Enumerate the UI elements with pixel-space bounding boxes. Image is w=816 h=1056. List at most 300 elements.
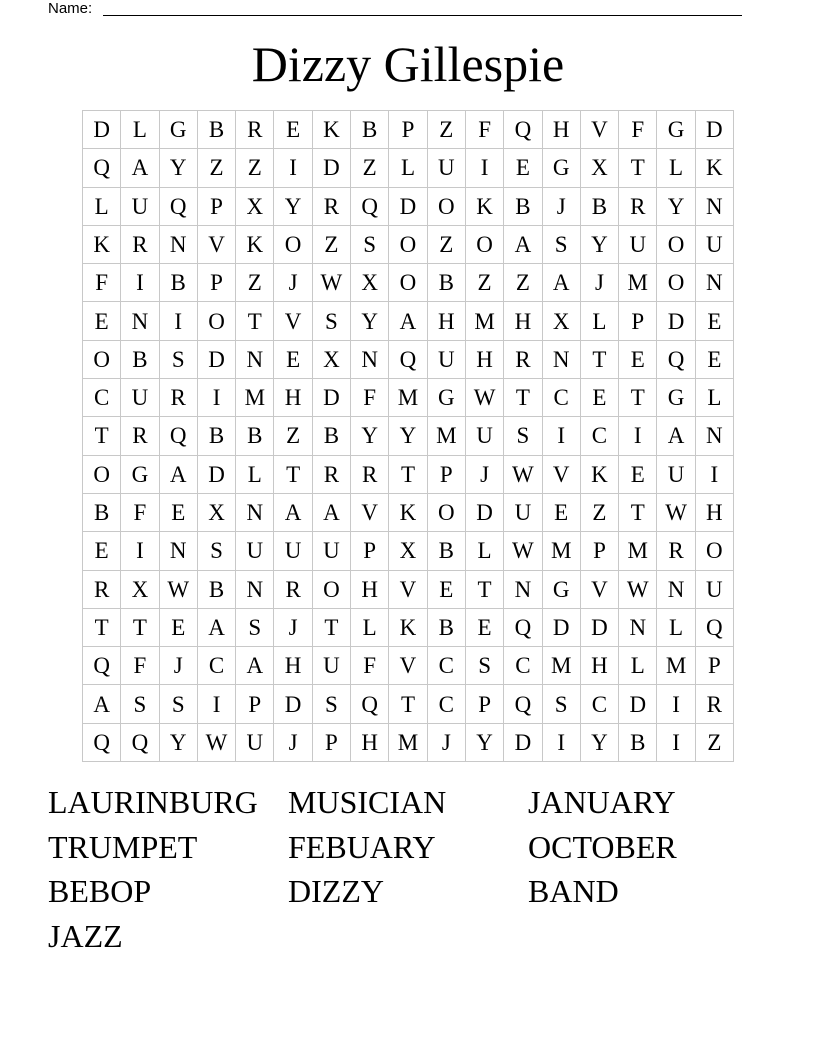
word-list-item: TRUMPET <box>48 828 198 865</box>
grid-cell: X <box>198 494 236 532</box>
grid-cell: Q <box>83 724 121 762</box>
grid-cell: T <box>274 456 312 494</box>
grid-cell: N <box>696 264 734 302</box>
grid-cell: O <box>428 494 466 532</box>
grid-cell: L <box>581 302 619 340</box>
grid-cell: U <box>466 417 504 455</box>
grid-cell: M <box>466 302 504 340</box>
grid-cell: H <box>274 379 312 417</box>
grid-cell: L <box>389 149 427 187</box>
grid-cell: V <box>581 111 619 149</box>
grid-cell: U <box>236 724 274 762</box>
grid-cell: C <box>543 379 581 417</box>
grid-cell: K <box>236 226 274 264</box>
grid-cell: F <box>466 111 504 149</box>
grid-cell: X <box>236 188 274 226</box>
grid-cell: T <box>83 609 121 647</box>
grid-cell: R <box>696 685 734 723</box>
grid-cell: T <box>236 302 274 340</box>
grid-cell: R <box>313 188 351 226</box>
grid-cell: Z <box>236 149 274 187</box>
grid-cell: S <box>543 685 581 723</box>
grid-cell: S <box>198 532 236 570</box>
grid-cell: D <box>657 302 695 340</box>
grid-cell: D <box>543 609 581 647</box>
grid-cell: O <box>657 264 695 302</box>
grid-cell: G <box>657 379 695 417</box>
word-list-item: BEBOP <box>48 873 152 909</box>
grid-cell: P <box>351 532 389 570</box>
grid-cell: Q <box>657 341 695 379</box>
grid-cell: R <box>313 456 351 494</box>
grid-cell: E <box>83 302 121 340</box>
grid-cell: S <box>313 685 351 723</box>
grid-cell: I <box>657 685 695 723</box>
grid-cell: N <box>543 341 581 379</box>
grid-cell: Z <box>581 494 619 532</box>
grid-cell: G <box>543 149 581 187</box>
word-search-grid <box>82 110 734 762</box>
grid-cell: O <box>83 341 121 379</box>
grid-cell: S <box>466 647 504 685</box>
grid-cell: P <box>198 188 236 226</box>
grid-cell: Y <box>351 417 389 455</box>
grid-cell: M <box>389 724 427 762</box>
grid-cell: H <box>504 302 542 340</box>
grid-cell: O <box>83 456 121 494</box>
grid-cell: P <box>466 685 504 723</box>
grid-cell: C <box>504 647 542 685</box>
grid-cell: A <box>236 647 274 685</box>
grid-cell: U <box>428 341 466 379</box>
name-field <box>48 0 742 18</box>
grid-cell: U <box>619 226 657 264</box>
grid-cell: R <box>657 532 695 570</box>
grid-cell: V <box>389 571 427 609</box>
grid-cell: V <box>198 226 236 264</box>
name-underline <box>103 15 742 16</box>
grid-cell: L <box>619 647 657 685</box>
grid-cell: N <box>619 609 657 647</box>
grid-cell: J <box>274 264 312 302</box>
grid-cell: R <box>504 341 542 379</box>
grid-cell: I <box>619 417 657 455</box>
grid-cell: Q <box>160 417 198 455</box>
grid-cell: O <box>696 532 734 570</box>
grid-cell: I <box>121 532 159 570</box>
grid-cell: A <box>121 149 159 187</box>
grid-cell: Z <box>198 149 236 187</box>
grid-cell: M <box>619 532 657 570</box>
grid-cell: O <box>313 571 351 609</box>
grid-cell: B <box>428 264 466 302</box>
grid-cell: B <box>236 417 274 455</box>
name-label: Name: <box>48 0 93 17</box>
grid-cell: P <box>619 302 657 340</box>
grid-cell: V <box>274 302 312 340</box>
grid-cell: Z <box>504 264 542 302</box>
grid-cell: V <box>351 494 389 532</box>
grid-cell: D <box>619 685 657 723</box>
grid-cell: N <box>696 417 734 455</box>
grid-cell: Q <box>504 111 542 149</box>
grid-cell: L <box>657 609 695 647</box>
grid-cell: P <box>389 111 427 149</box>
grid-cell: R <box>121 226 159 264</box>
grid-cell: E <box>619 341 657 379</box>
grid-cell: Y <box>160 149 198 187</box>
grid-cell: X <box>121 571 159 609</box>
grid-cell: N <box>696 188 734 226</box>
grid-cell: Z <box>428 226 466 264</box>
grid-cell: F <box>121 647 159 685</box>
grid-cell: H <box>274 647 312 685</box>
grid-cell: U <box>504 494 542 532</box>
grid-cell: W <box>657 494 695 532</box>
grid-cell: F <box>351 379 389 417</box>
grid-cell: I <box>696 456 734 494</box>
grid-cell: A <box>657 417 695 455</box>
grid-cell: L <box>236 456 274 494</box>
grid-cell: I <box>466 149 504 187</box>
grid-cell: D <box>389 188 427 226</box>
grid-cell: O <box>389 264 427 302</box>
grid-cell: Y <box>274 188 312 226</box>
grid-cell: U <box>236 532 274 570</box>
grid-cell: R <box>121 417 159 455</box>
grid-cell: M <box>543 647 581 685</box>
grid-cell: J <box>466 456 504 494</box>
grid-cell: S <box>504 417 542 455</box>
grid-cell: W <box>198 724 236 762</box>
grid-cell: R <box>351 456 389 494</box>
grid-cell: A <box>198 609 236 647</box>
word-list-item: JAZZ <box>48 917 123 954</box>
grid-cell: R <box>83 571 121 609</box>
grid-cell: B <box>198 111 236 149</box>
grid-cell: R <box>274 571 312 609</box>
grid-cell: V <box>543 456 581 494</box>
grid-cell: G <box>657 111 695 149</box>
grid-cell: P <box>581 532 619 570</box>
grid-cell: D <box>696 111 734 149</box>
grid-cell: P <box>428 456 466 494</box>
grid-cell: B <box>121 341 159 379</box>
grid-cell: G <box>160 111 198 149</box>
grid-cell: G <box>121 456 159 494</box>
grid-cell: K <box>696 149 734 187</box>
grid-cell: D <box>274 685 312 723</box>
grid-cell: A <box>313 494 351 532</box>
grid-cell: H <box>351 724 389 762</box>
grid-cell: M <box>619 264 657 302</box>
grid-cell: W <box>504 532 542 570</box>
grid-cell: E <box>619 456 657 494</box>
grid-cell: N <box>160 532 198 570</box>
grid-cell: I <box>121 264 159 302</box>
grid-cell: Y <box>160 724 198 762</box>
grid-cell: F <box>83 264 121 302</box>
grid-cell: R <box>160 379 198 417</box>
grid-cell: I <box>543 724 581 762</box>
grid-cell: V <box>581 571 619 609</box>
grid-cell: A <box>504 226 542 264</box>
grid-cell: K <box>389 609 427 647</box>
grid-cell: B <box>160 264 198 302</box>
word-list-item: DIZZY <box>288 873 384 909</box>
grid-cell: S <box>160 341 198 379</box>
grid-cell: J <box>543 188 581 226</box>
grid-cell: U <box>696 226 734 264</box>
grid-cell: F <box>619 111 657 149</box>
grid-cell: B <box>313 417 351 455</box>
grid-cell: P <box>198 264 236 302</box>
grid-cell: Y <box>581 226 619 264</box>
grid-cell: T <box>619 379 657 417</box>
grid-cell: E <box>274 111 312 149</box>
grid-cell: S <box>351 226 389 264</box>
grid-cell: G <box>543 571 581 609</box>
grid-cell: I <box>657 724 695 762</box>
grid-cell: U <box>121 188 159 226</box>
grid-cell: I <box>543 417 581 455</box>
grid-cell: T <box>581 341 619 379</box>
grid-cell: B <box>198 417 236 455</box>
grid-cell: H <box>428 302 466 340</box>
grid-cell: K <box>83 226 121 264</box>
grid-cell: N <box>236 341 274 379</box>
grid-cell: F <box>121 494 159 532</box>
grid-cell: O <box>466 226 504 264</box>
grid-cell: B <box>198 571 236 609</box>
grid-cell: B <box>83 494 121 532</box>
grid-cell: M <box>657 647 695 685</box>
grid-cell: Y <box>389 417 427 455</box>
grid-cell: O <box>274 226 312 264</box>
page-title: Dizzy Gillespie <box>251 36 565 92</box>
grid-cell: Z <box>696 724 734 762</box>
grid-cell: N <box>504 571 542 609</box>
grid-cell: K <box>466 188 504 226</box>
grid-cell: Q <box>389 341 427 379</box>
grid-cell: R <box>619 188 657 226</box>
grid-cell: U <box>696 571 734 609</box>
grid-cell: Q <box>83 647 121 685</box>
grid-cell: S <box>313 302 351 340</box>
grid-cell: Q <box>504 685 542 723</box>
grid-cell: T <box>619 149 657 187</box>
grid-cell: Z <box>351 149 389 187</box>
grid-cell: Q <box>121 724 159 762</box>
grid-cell: Z <box>236 264 274 302</box>
grid-cell: E <box>504 149 542 187</box>
grid-cell: G <box>428 379 466 417</box>
grid-cell: N <box>236 571 274 609</box>
grid-cell: O <box>389 226 427 264</box>
grid-cell: J <box>274 609 312 647</box>
grid-cell: Z <box>428 111 466 149</box>
grid-cell: D <box>313 149 351 187</box>
grid-cell: C <box>198 647 236 685</box>
grid-cell: O <box>198 302 236 340</box>
grid-cell: X <box>543 302 581 340</box>
grid-cell: R <box>236 111 274 149</box>
grid-cell: N <box>657 571 695 609</box>
grid-cell: B <box>428 532 466 570</box>
word-list-item: MUSICIAN <box>288 784 447 820</box>
grid-cell: V <box>389 647 427 685</box>
grid-cell: M <box>428 417 466 455</box>
grid-cell: J <box>160 647 198 685</box>
grid-cell: S <box>543 226 581 264</box>
grid-cell: W <box>160 571 198 609</box>
grid-cell: L <box>351 609 389 647</box>
grid-cell: E <box>160 494 198 532</box>
grid-cell: E <box>581 379 619 417</box>
grid-cell: F <box>351 647 389 685</box>
grid-cell: T <box>619 494 657 532</box>
grid-cell: L <box>466 532 504 570</box>
grid-cell: H <box>466 341 504 379</box>
grid-cell: A <box>160 456 198 494</box>
grid-cell: M <box>236 379 274 417</box>
grid-cell: Q <box>504 609 542 647</box>
grid-cell: S <box>121 685 159 723</box>
word-list <box>48 782 788 960</box>
grid-cell: L <box>657 149 695 187</box>
grid-cell: M <box>389 379 427 417</box>
grid-cell: P <box>236 685 274 723</box>
grid-cell: Y <box>466 724 504 762</box>
grid-cell: K <box>389 494 427 532</box>
grid-cell: U <box>657 456 695 494</box>
grid-cell: E <box>696 341 734 379</box>
grid-cell: Z <box>274 417 312 455</box>
grid-cell: C <box>83 379 121 417</box>
grid-cell: K <box>313 111 351 149</box>
grid-cell: H <box>581 647 619 685</box>
grid-cell: L <box>696 379 734 417</box>
grid-cell: W <box>619 571 657 609</box>
grid-cell: E <box>83 532 121 570</box>
grid-cell: B <box>428 609 466 647</box>
grid-cell: D <box>466 494 504 532</box>
grid-cell: B <box>581 188 619 226</box>
grid-cell: W <box>504 456 542 494</box>
grid-cell: J <box>581 264 619 302</box>
grid-cell: X <box>581 149 619 187</box>
word-list-item: FEBUARY <box>288 828 436 865</box>
grid-cell: X <box>351 264 389 302</box>
grid-cell: A <box>83 685 121 723</box>
grid-cell: O <box>657 226 695 264</box>
grid-cell: T <box>504 379 542 417</box>
grid-cell: Q <box>351 685 389 723</box>
grid-cell: U <box>121 379 159 417</box>
grid-cell: L <box>121 111 159 149</box>
grid-cell: H <box>543 111 581 149</box>
grid-cell: Q <box>83 149 121 187</box>
grid-cell: E <box>274 341 312 379</box>
grid-cell: C <box>581 685 619 723</box>
grid-cell: Z <box>466 264 504 302</box>
grid-cell: I <box>198 379 236 417</box>
grid-cell: P <box>313 724 351 762</box>
grid-cell: J <box>274 724 312 762</box>
grid-cell: E <box>160 609 198 647</box>
grid-cell: H <box>351 571 389 609</box>
word-list-item: JANUARY <box>528 784 676 820</box>
grid-cell: N <box>351 341 389 379</box>
grid-cell: A <box>274 494 312 532</box>
grid-cell: B <box>504 188 542 226</box>
grid-cell: D <box>198 341 236 379</box>
grid-cell: C <box>428 685 466 723</box>
grid-cell: U <box>274 532 312 570</box>
grid-cell: Q <box>696 609 734 647</box>
grid-cell: Y <box>351 302 389 340</box>
grid-cell: B <box>351 111 389 149</box>
grid-cell: M <box>543 532 581 570</box>
grid-cell: I <box>198 685 236 723</box>
word-list-item: LAURINBURG <box>48 784 258 820</box>
grid-cell: E <box>543 494 581 532</box>
grid-cell: U <box>428 149 466 187</box>
grid-cell: A <box>389 302 427 340</box>
grid-cell: N <box>160 226 198 264</box>
grid-cell: D <box>581 609 619 647</box>
grid-cell: P <box>696 647 734 685</box>
grid-cell: N <box>236 494 274 532</box>
grid-cell: B <box>619 724 657 762</box>
grid-cell: T <box>389 456 427 494</box>
grid-cell: T <box>466 571 504 609</box>
grid-cell: C <box>428 647 466 685</box>
grid-cell: Y <box>657 188 695 226</box>
grid-cell: K <box>581 456 619 494</box>
grid-cell: T <box>313 609 351 647</box>
word-list-item: BAND <box>528 873 619 909</box>
grid-cell: Q <box>351 188 389 226</box>
grid-cell: H <box>696 494 734 532</box>
grid-cell: O <box>428 188 466 226</box>
grid-cell: Z <box>313 226 351 264</box>
grid-cell: U <box>313 532 351 570</box>
grid-cell: D <box>198 456 236 494</box>
grid-cell: E <box>466 609 504 647</box>
grid-cell: X <box>389 532 427 570</box>
grid-cell: T <box>389 685 427 723</box>
grid-cell: C <box>581 417 619 455</box>
grid-cell: T <box>83 417 121 455</box>
grid-cell: E <box>428 571 466 609</box>
grid-cell: U <box>313 647 351 685</box>
grid-cell: E <box>696 302 734 340</box>
grid-cell: D <box>313 379 351 417</box>
grid-cell: D <box>504 724 542 762</box>
grid-cell: I <box>160 302 198 340</box>
grid-cell: W <box>466 379 504 417</box>
grid-cell: S <box>160 685 198 723</box>
grid-cell: W <box>313 264 351 302</box>
grid-cell: N <box>121 302 159 340</box>
grid-cell: D <box>83 111 121 149</box>
grid-cell: A <box>543 264 581 302</box>
grid-cell: I <box>274 149 312 187</box>
word-list-item: OCTOBER <box>528 828 677 865</box>
grid-cell: J <box>428 724 466 762</box>
grid-cell: S <box>236 609 274 647</box>
